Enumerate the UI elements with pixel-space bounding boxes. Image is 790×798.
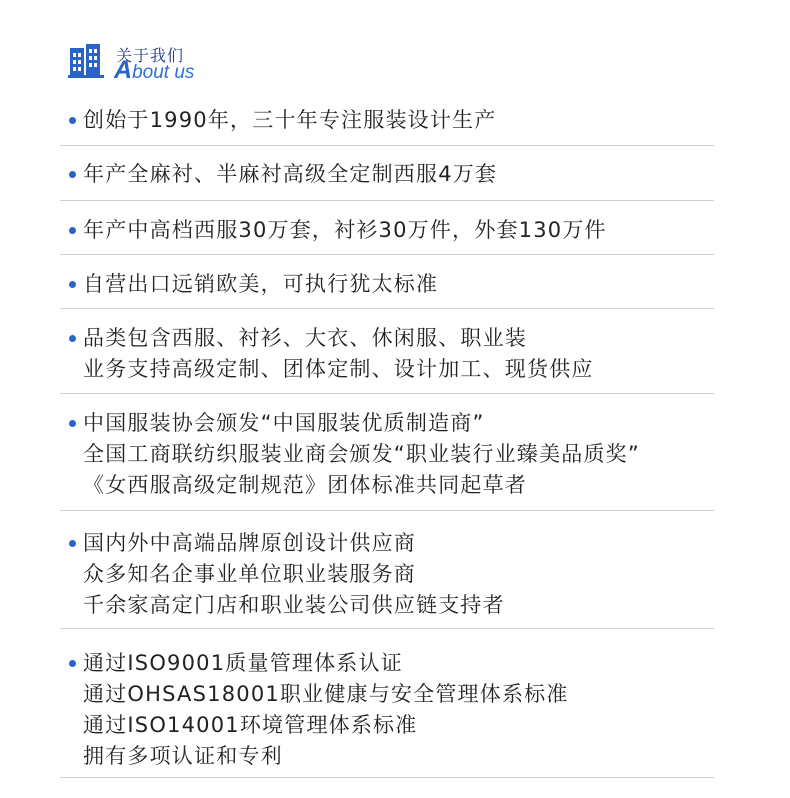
item-line: 国内外中高端品牌原创设计供应商 <box>83 531 416 555</box>
item-line: 业务支持高级定制、团体定制、设计加工、现货供应 <box>83 357 594 381</box>
list-item <box>60 146 714 201</box>
bullet-dot <box>69 540 76 547</box>
item-line: 众多知名企事业单位职业装服务商 <box>83 562 416 586</box>
bullet-dot <box>69 281 76 288</box>
list-item <box>60 201 714 255</box>
about-us-header <box>68 40 268 84</box>
item-line: 创始于1990年，三十年专注服装设计生产 <box>83 108 497 132</box>
item-line: 年产中高档西服30万套，衬衫30万件，外套130万件 <box>83 218 607 242</box>
bullet-dot <box>69 171 76 178</box>
feature-list <box>60 92 714 778</box>
building-icon <box>68 42 108 78</box>
bullet-dot <box>69 117 76 124</box>
list-item <box>60 629 714 778</box>
item-line: 通过ISO14001环境管理体系标准 <box>83 713 418 737</box>
item-line: 年产全麻衬、半麻衬高级全定制西服4万套 <box>83 162 498 186</box>
bullet-dot <box>69 335 76 342</box>
list-item <box>60 394 714 511</box>
bullet-dot <box>69 660 76 667</box>
about-us-title-en <box>114 56 194 85</box>
list-item <box>60 309 714 394</box>
list-item <box>60 255 714 309</box>
item-line: 拥有多项认证和专利 <box>83 744 283 768</box>
item-line: 全国工商联纺织服装业商会颁发“职业装行业臻美品质奖” <box>83 442 640 466</box>
item-line: 中国服装协会颁发“中国服装优质制造商” <box>83 411 485 435</box>
about-us-initial: A <box>114 56 133 84</box>
list-item <box>60 511 714 629</box>
item-line: 千余家高定门店和职业装公司供应链支持者 <box>83 593 505 617</box>
item-line: 通过OHSAS18001职业健康与安全管理体系标准 <box>83 682 569 706</box>
item-line: 品类包含西服、衬衫、大衣、休闲服、职业装 <box>83 326 527 350</box>
item-line: 自营出口远销欧美，可执行犹太标准 <box>83 272 439 296</box>
bullet-dot <box>69 420 76 427</box>
about-us-title-cn: 关于我们 <box>116 46 185 65</box>
about-us-rest: bout us <box>132 62 195 83</box>
item-line: 《女西服高级定制规范》团体标准共同起草者 <box>83 473 527 497</box>
list-item <box>60 92 714 146</box>
item-line: 通过ISO9001质量管理体系认证 <box>83 651 403 675</box>
bullet-dot <box>69 227 76 234</box>
